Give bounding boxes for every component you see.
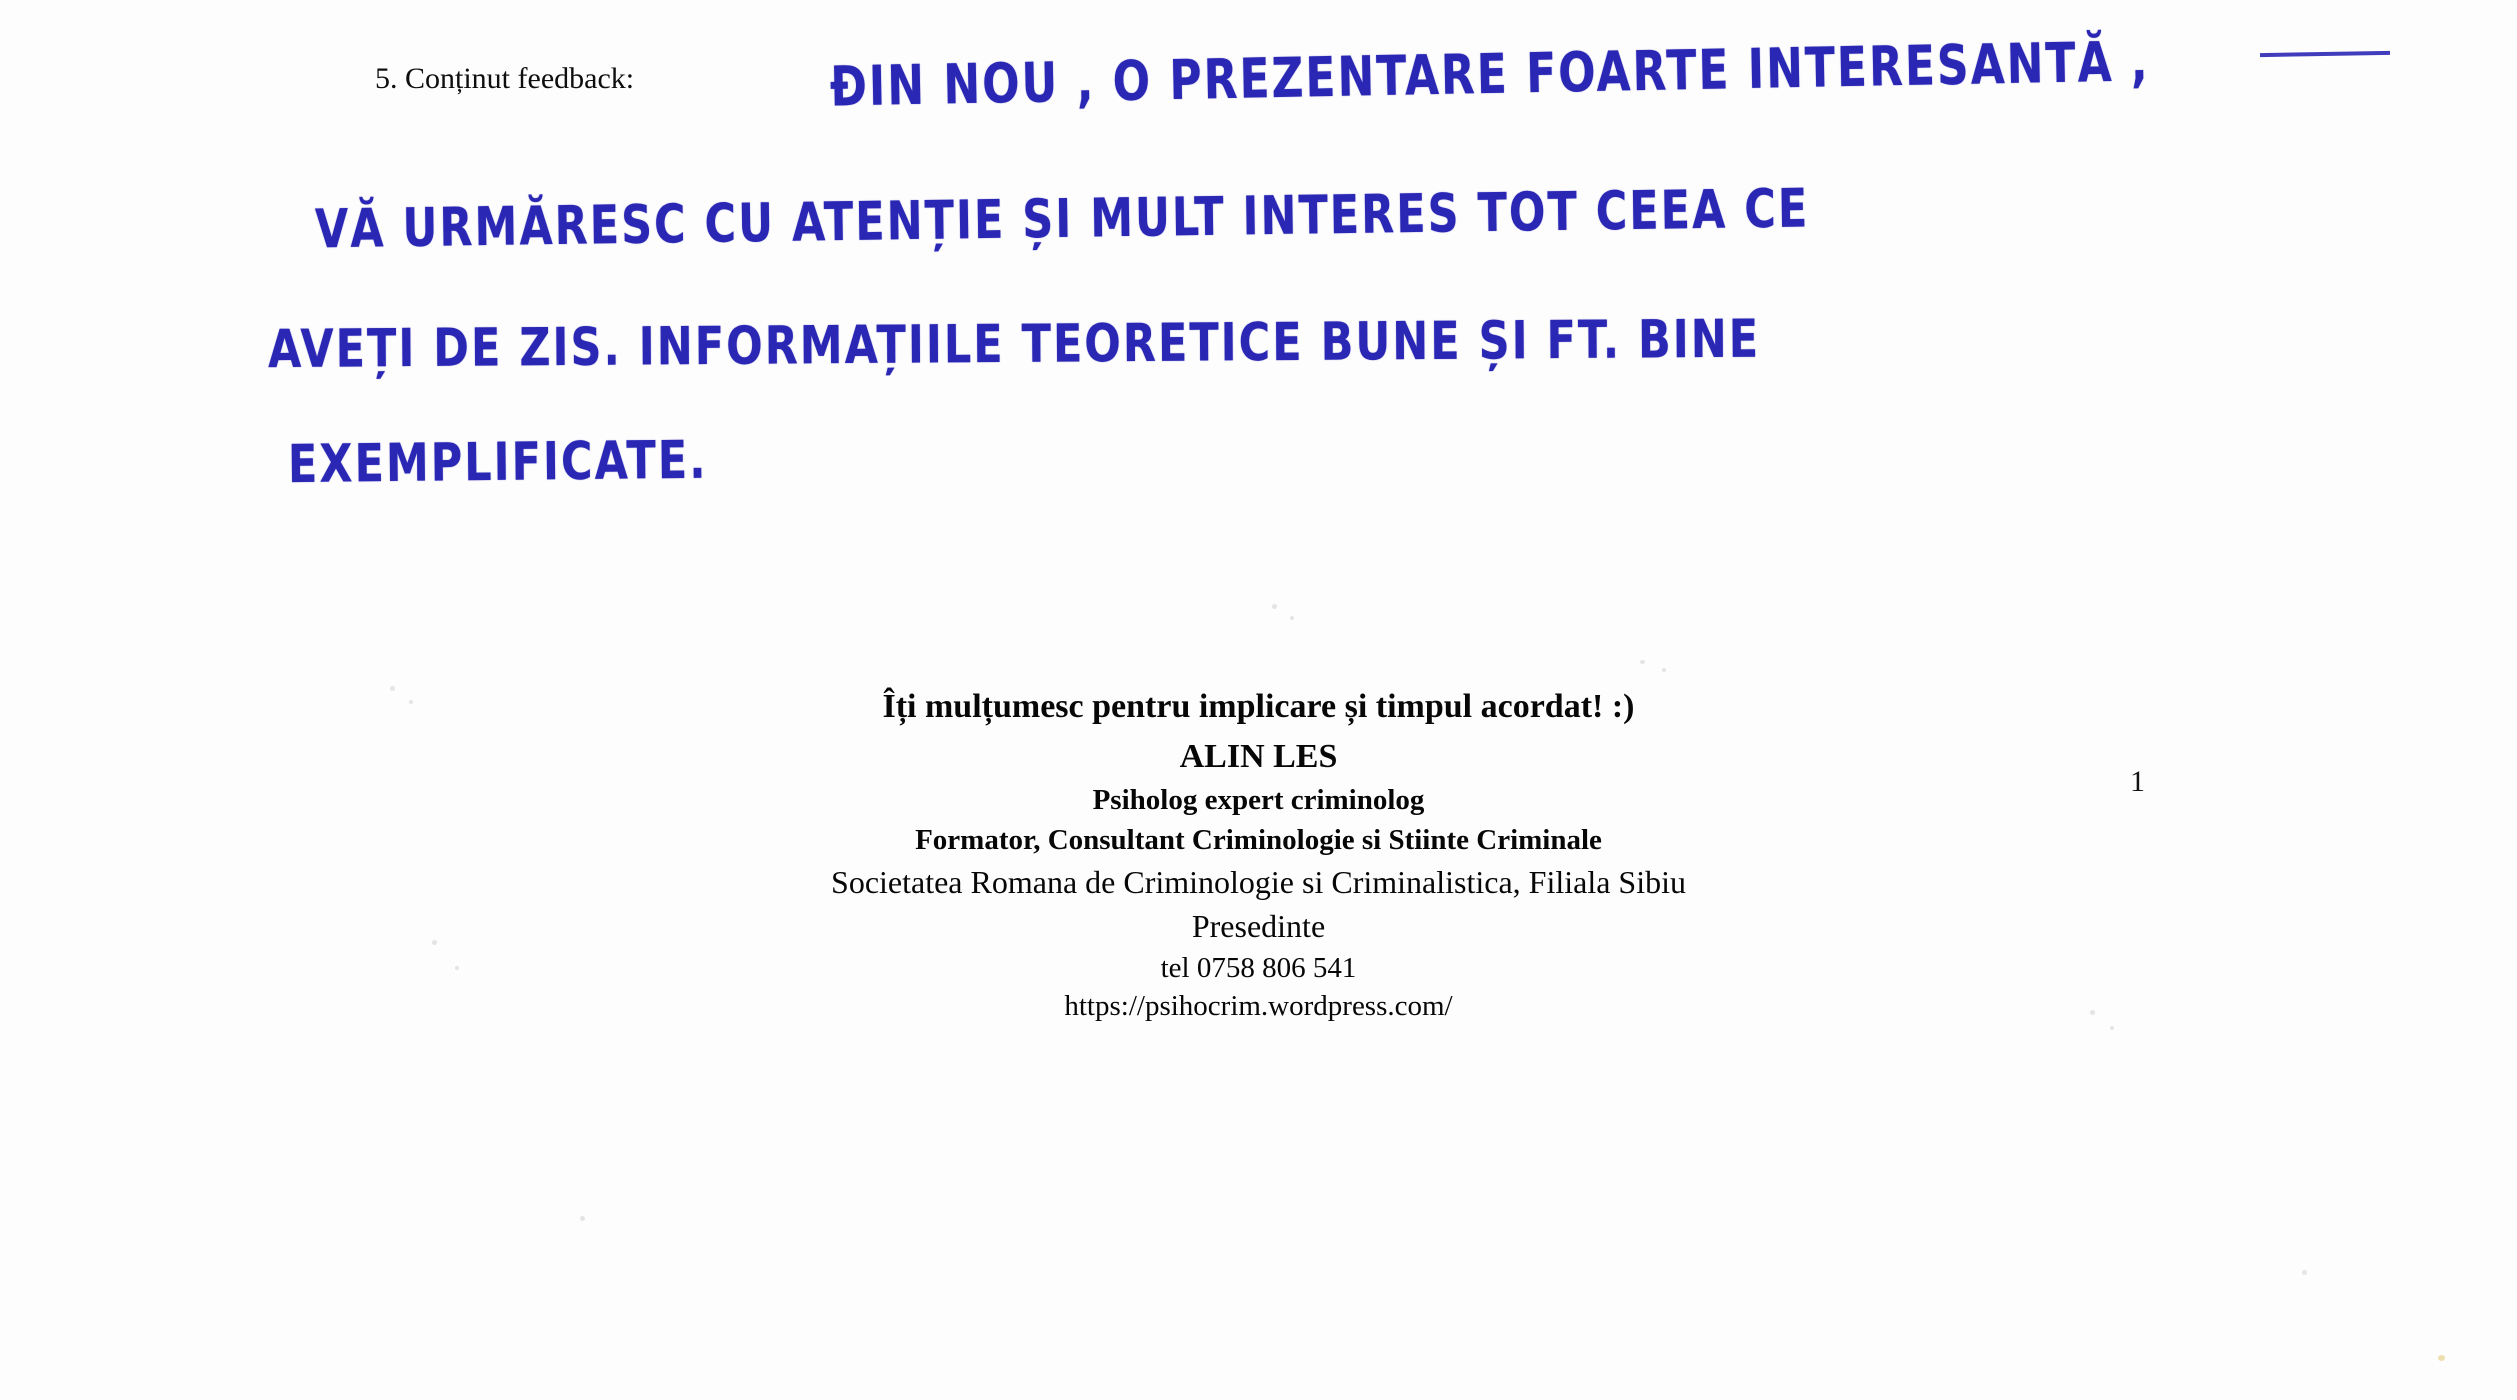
thanks-message: Îți mulțumesc pentru implicare și timpul acordat! :) [882,688,1635,725]
scan-speck [580,1216,585,1221]
signature-block [0,690,2517,1021]
scan-speck [2438,1355,2445,1361]
scan-speck [1272,604,1277,609]
scan-speck [2110,1026,2114,1030]
signer-name: ALIN LES [1179,738,1338,775]
handwritten-feedback-line-4: EXEMPLIFICATE. [287,430,708,496]
form-field-label-feedback-content: 5. Conținut feedback: [375,62,635,95]
signer-role-primary: Psiholog expert criminolog [1092,784,1425,816]
handwritten-feedback-line-1: ÐIN NOU , O PREZENTARE FOARTE INTERESANTĂ , [829,30,2151,120]
handwriting-overbar-mark [2260,51,2390,57]
signer-position: Presedinte [1191,908,1326,944]
signer-organization: Societatea Romana de Criminologie si Criminalistica, Filiala Sibiu [831,864,1686,900]
handwritten-feedback-line-2: VĂ URMĂRESC CU ATENȚIE ȘI MULT INTERES TOT CEEA CE [314,178,1810,261]
scan-speck [1640,660,1645,664]
scan-speck [2302,1270,2307,1275]
signer-role-secondary: Formator, Consultant Criminologie si Stiinte Criminale [915,824,1602,856]
signer-website: https://psihocrim.wordpress.com/ [1064,990,1453,1022]
handwritten-feedback-line-3: AVEȚI DE ZIS. INFORMAȚIILE TEORETICE BUNE ȘI FT. BINE [267,309,1761,381]
scan-speck [1290,616,1294,620]
scan-speck [1662,668,1666,672]
page-number: 1 [2130,765,2145,798]
signer-phone: tel 0758 806 541 [1160,952,1357,984]
